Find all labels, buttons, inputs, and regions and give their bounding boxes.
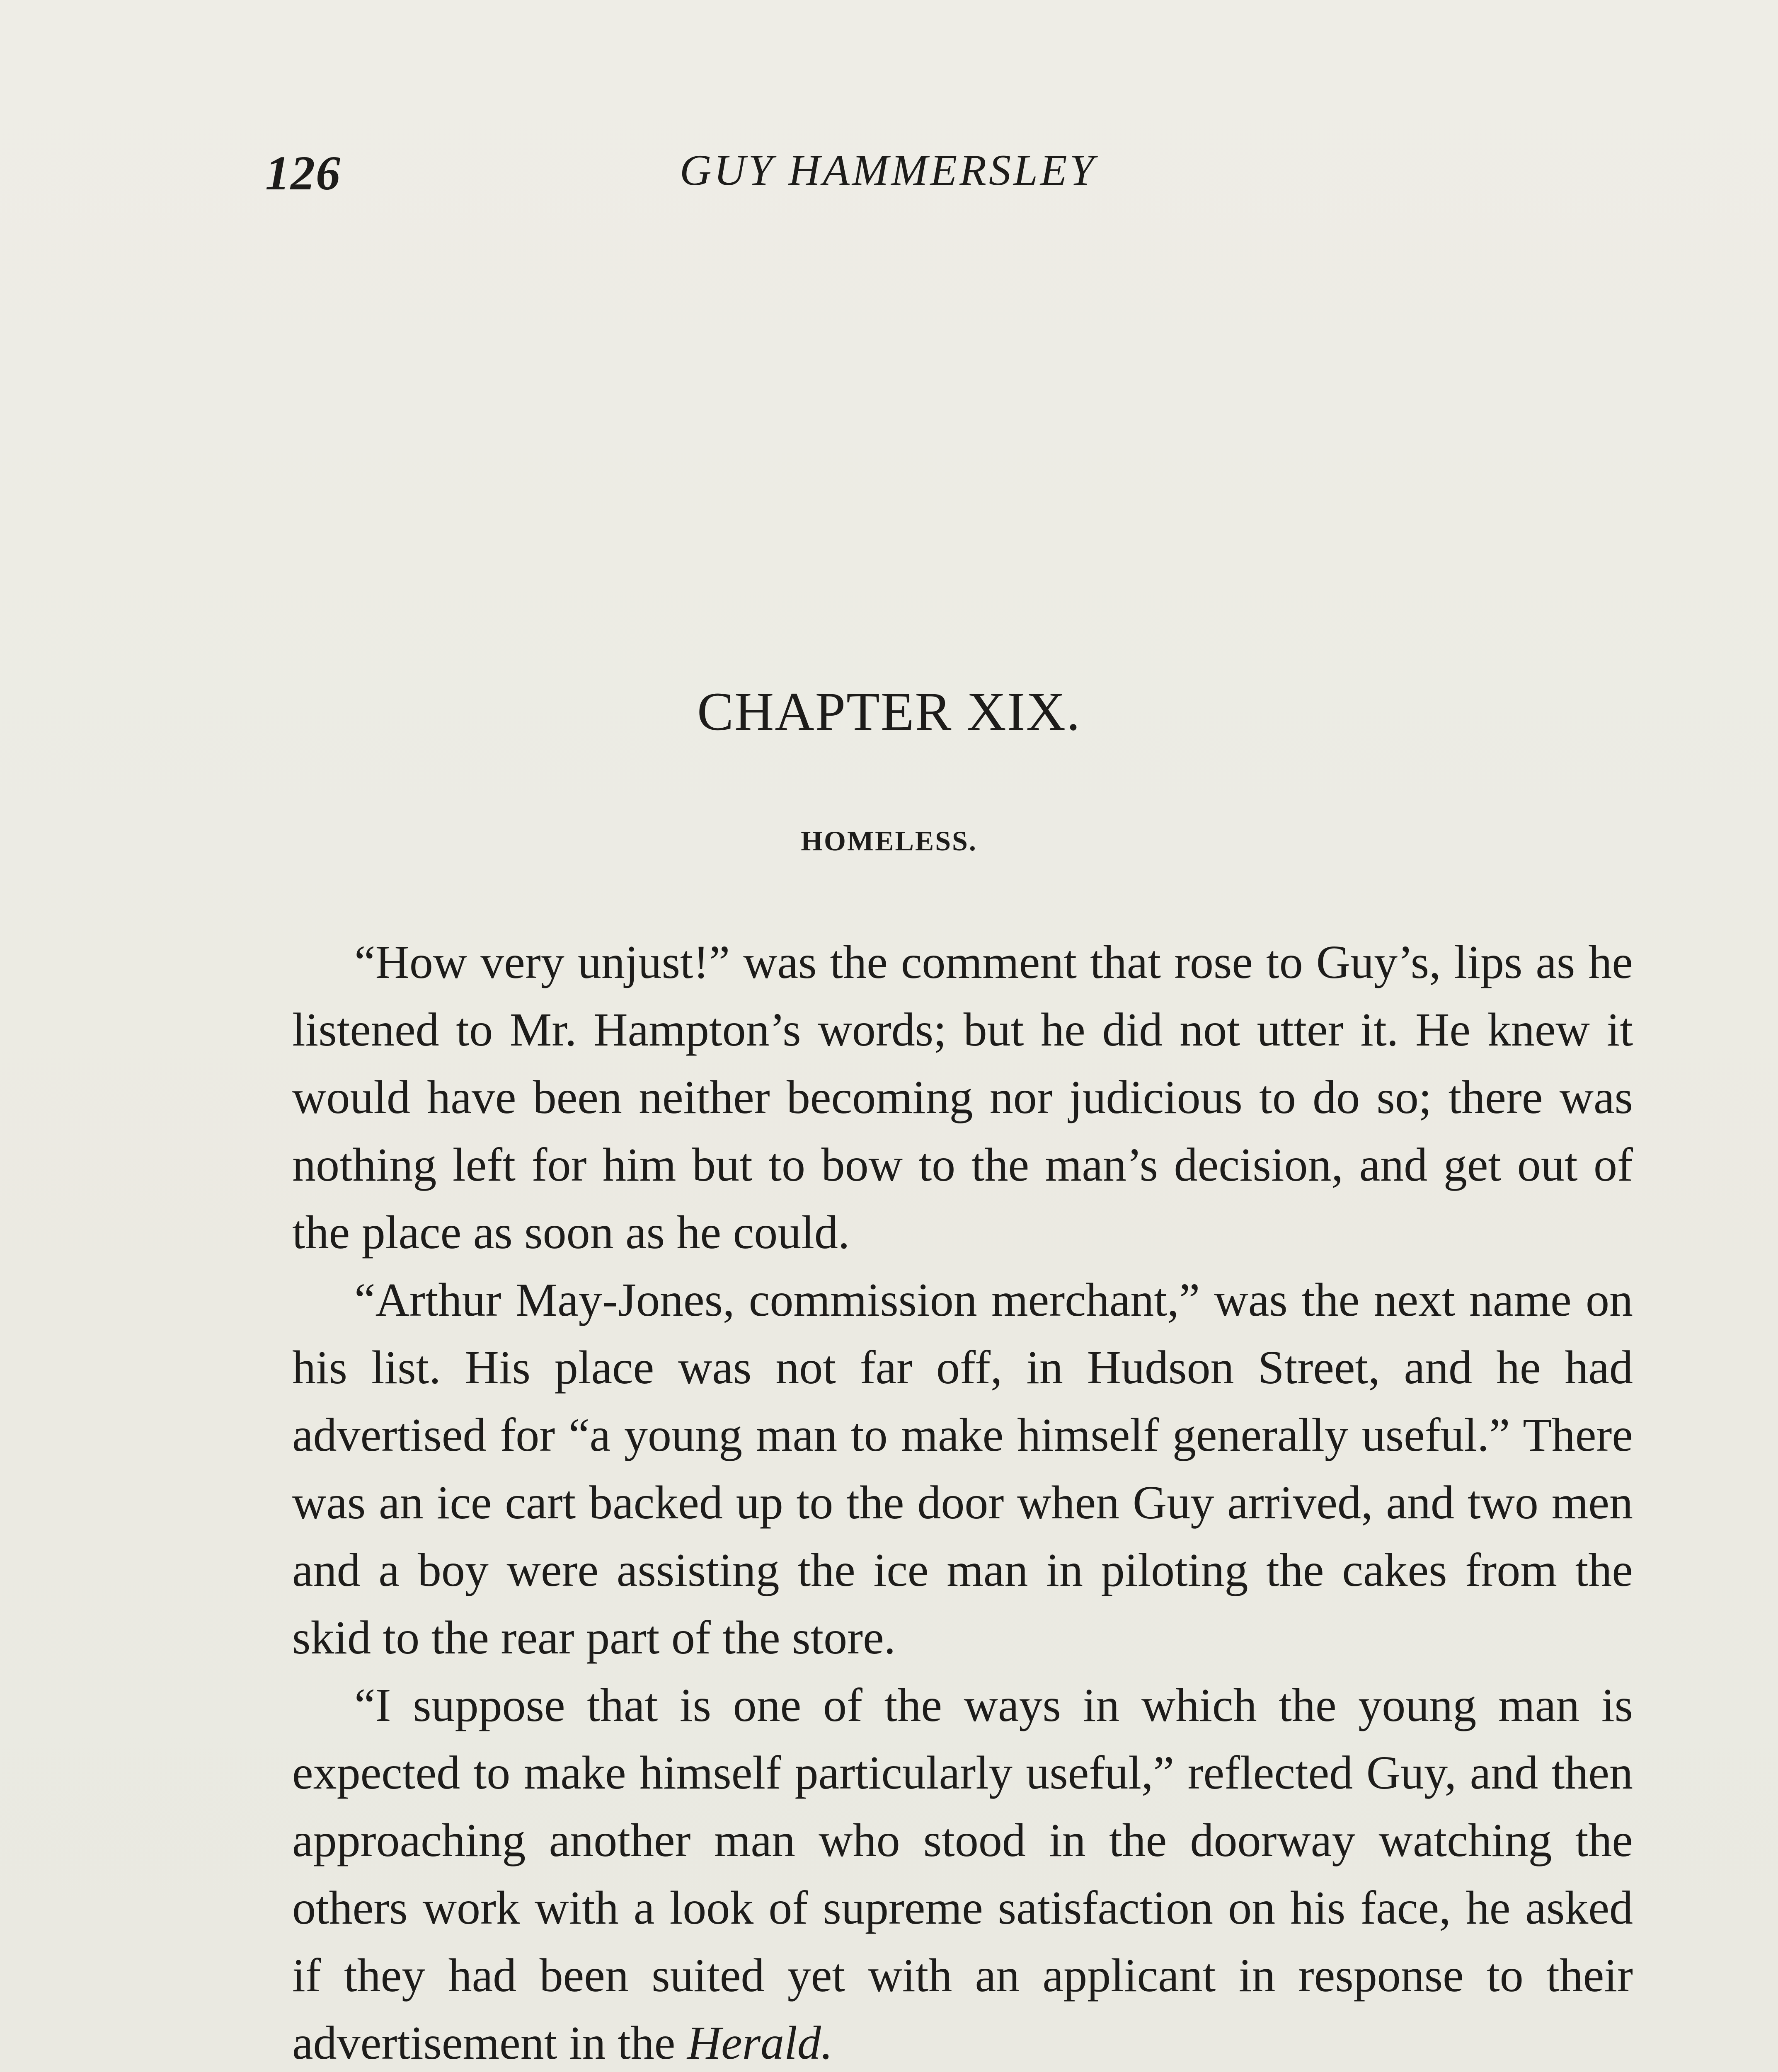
chapter-title: CHAPTER XIX. [697,681,1081,742]
paragraph-1: “How very unjust!” was the comment that rose to Guy’s, lips as he listened to Mr. Hampton’s words; but he did not utter it. He knew it would have been neither becoming nor judicious to do so; there was nothing left for him but to bow to the man’s decision, and get out of the place as soon as he could. [292,936,1633,1259]
running-header [0,141,1778,203]
chapter-subtitle: HOMELESS. [801,825,977,857]
paragraph-3-text: “I suppose that is one of the ways in which the young man is expected to make himself particularly useful,” reflected Guy, and then approaching another man who stood in the doorway watching the others work with a look of supreme satisfaction on his face, he asked if they had been suited yet with an applicant in response to their advertisement in the [292,1679,1633,2069]
paragraph-3 [292,1671,1633,2072]
paragraph-2: “Arthur May-Jones, commission merchant,” was the next name on his list. His place was not far off, in Hudson Street, and he had advertised for “a young man to make himself generally useful.” There was an ice cart backed up to the door when Guy arrived, and two men and a boy were assisting the ice man in piloting the cakes from the skid to the rear part of the store. [292,1273,1633,1664]
body-text [292,928,1633,2072]
newspaper-name: Herald. [687,2016,833,2069]
running-title: GUY HAMMERSLEY [680,146,1097,194]
page-number: 126 [265,146,341,200]
